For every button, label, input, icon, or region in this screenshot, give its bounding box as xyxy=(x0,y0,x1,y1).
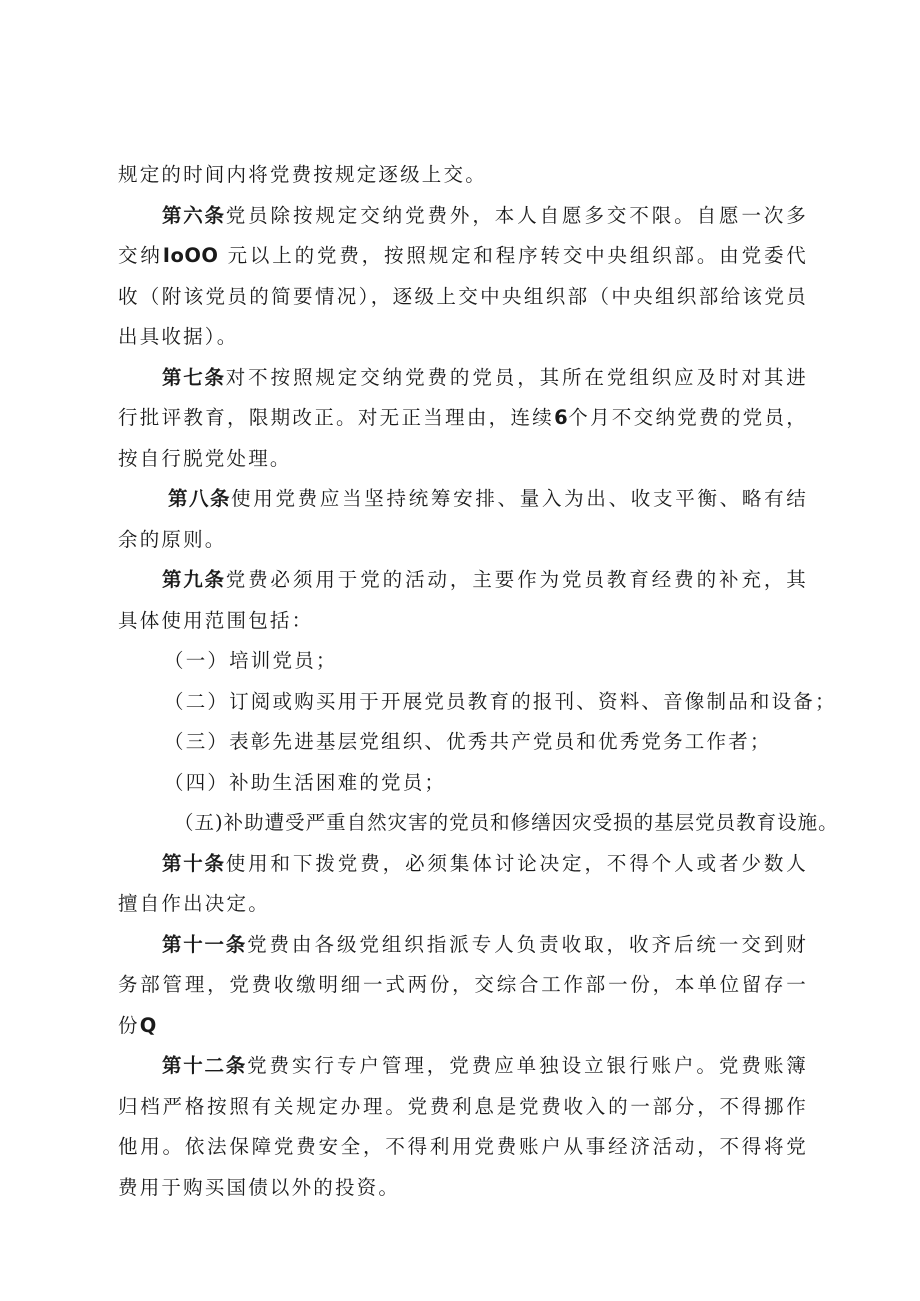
article-10 xyxy=(118,844,808,925)
article-11-tail: Q xyxy=(139,1013,157,1037)
article-8-label: 第八条 xyxy=(168,487,232,510)
article-6-amount: IoOO xyxy=(162,244,219,267)
article-9-text: 党费必须用于党的活动，主要作为党员教育经费的补充，其具体使用范围包括： xyxy=(118,568,808,632)
article-8-text: 使用党费应当坚持统筹安排、量入为出、收支平衡、略有结余的原则。 xyxy=(118,487,808,551)
article-11 xyxy=(118,925,808,1047)
article-9-item-3: （三）表彰先进基层党组织、优秀共产党员和优秀党务工作者； xyxy=(164,730,772,753)
article-6-label: 第六条 xyxy=(162,203,226,227)
article-7-months: 6 xyxy=(554,406,569,429)
article-6-text-a: 党员除按规定交纳党费外，本人自愿多交不限。自愿一次多交纳 xyxy=(118,203,808,267)
article-7-label: 第七条 xyxy=(162,365,226,389)
article-6-text-b: 元以上的党费，按照规定和程序转交中央组织部。由党委代收（附该党员的简要情况），逐级上交中央组织部（中央组织部给该党员出具收据）。 xyxy=(118,244,809,348)
article-11-text: 党费由各级党组织指派专人负责收取，收齐后统一交到财务部管理，党费收缴明细一式两份，交综合工作部一份，本单位留存一份 xyxy=(118,932,808,1037)
article-9-item-2: （二）订阅或购买用于开展党员教育的报刊、资料、音像制品和设备； xyxy=(164,689,837,713)
article-9-item-1: （一）培训党员； xyxy=(164,649,338,672)
intro-paragraph xyxy=(118,155,808,196)
article-9-label: 第九条 xyxy=(162,568,226,591)
article-9 xyxy=(118,560,808,641)
article-7-text-a: 对不按照规定交纳党费的党员，其所在党组织应及时对其进行批评教育，限期改正。对无正当理由，连续 xyxy=(118,365,808,429)
article-12-label: 第十二条 xyxy=(162,1054,248,1077)
article-9-item-4: （四）补助生活困难的党员； xyxy=(164,770,447,794)
article-7-text-b: 个月不交纳党费的党员，按自行脱党处理。 xyxy=(118,406,808,470)
article-6 xyxy=(118,196,808,358)
intro-text: 规定的时间内将党费按规定逐级上交。 xyxy=(118,163,487,186)
article-10-label: 第十条 xyxy=(162,851,226,875)
article-8 xyxy=(118,479,808,560)
document-page xyxy=(118,155,839,1208)
article-7 xyxy=(118,358,808,480)
article-10-text: 使用和下拨党费，必须集体讨论决定，不得个人或者少数人擅自作出决定。 xyxy=(118,851,808,915)
article-9-item-5: （五)补助遭受严重自然灾害的党员和修缮因灾受损的基层党员教育设施。 xyxy=(174,811,839,834)
article-12 xyxy=(118,1046,808,1208)
article-12-text: 党费实行专户管理，党费应单独设立银行账户。党费账簿归档严格按照有关规定办理。党费利息是党费收入的一部分，不得挪作他用。依法保障党费安全，不得利用党费账户从事经济活动，不得将党费用于购买国债以外的投资。 xyxy=(118,1054,808,1199)
article-11-label: 第十一条 xyxy=(162,932,248,956)
